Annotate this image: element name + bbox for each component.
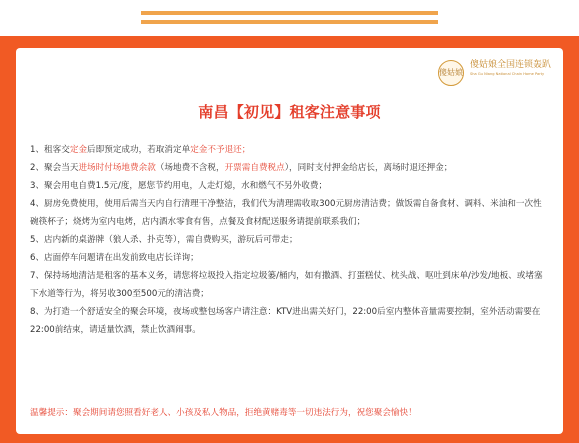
notice-item-8: 8、为打造一个舒适安全的聚会环境，夜场或整包场客户请注意：KTV进出需关好门，22:00后室内整体音量需要控制，室外活动需要在22:00前结束，请适量饮酒，禁止饮酒闹事。 xyxy=(30,307,541,335)
notice-item-2-mid: （场地费不含税， xyxy=(155,163,225,173)
brand-logo xyxy=(438,60,551,86)
notice-item-1 xyxy=(30,141,548,159)
notice-item-2-highlight-1: 进场时付场地费余款 xyxy=(78,163,156,173)
warm-tips: 温馨提示：聚会期间请您照看好老人、小孩及私人物品，拒绝黄赌毒等一切违法行为，祝您聚会愉快！ xyxy=(30,408,417,418)
notice-card xyxy=(16,48,563,434)
notice-title: 南昌【初见】租客注意事项 xyxy=(198,103,381,121)
notice-item-3: 3、聚会用电自费1.5元/度，愿您节约用电，人走灯熄，水和燃气不另外收费； xyxy=(30,181,328,191)
notice-item-4: 4、厨房免费使用，使用后需当天内自行清理干净整洁，我们代为清理需收取300元厨房清洁费；做饭需自备食材、调料、米油和一次性碗筷杯子；烧烤为室内电烤，店内酒水零食有售，点餐及食材配送服务请提前联系我们； xyxy=(30,199,542,227)
logo-mark xyxy=(438,60,464,86)
notice-item-5: 5、店内新的桌游牌（狼人杀、扑克等），需自费购买，游玩后可带走； xyxy=(30,235,298,245)
logo-texts xyxy=(470,60,551,76)
notice-item-1-highlight-2: 定金不予退还； xyxy=(190,145,251,155)
logo-subtitle: Sha Gu Niang National Chain Home Party xyxy=(469,72,545,76)
notice-frame xyxy=(0,36,579,443)
notice-item-2 xyxy=(30,159,548,177)
notice-item-1-pre: 1、租客交 xyxy=(30,145,70,155)
logo-title: 傻姑娘全国连锁轰趴 xyxy=(469,60,551,70)
notice-item-7: 7、保持场地清洁是租客的基本义务，请您将垃圾投入指定垃圾篓/桶内，如有撒酒、打蛋糕仗、枕头战、呕吐到床单/沙发/地板、或堵塞下水道等行为，将另收300至500元的清洁费； xyxy=(30,271,543,299)
notice-item-1-mid: 后即预定成功，若取消定单 xyxy=(87,145,191,155)
notice-item-2-pre: 2、聚会当天 xyxy=(30,163,79,173)
notice-item-2-highlight-2: 开票需自费税点 xyxy=(224,163,285,173)
notice-item-6: 6、店面停车问题请在出发前致电店长详询； xyxy=(30,253,199,263)
notice-content xyxy=(30,141,548,339)
notice-item-2-post: ），同时支付押金给店长，离场时退还押金； xyxy=(284,163,453,173)
top-bar xyxy=(141,11,438,15)
top-bar xyxy=(141,20,438,24)
logo-mark-text: 傻姑娘 xyxy=(438,68,463,77)
top-decorative-bars xyxy=(0,0,579,40)
notice-item-1-highlight-1: 定金 xyxy=(69,145,88,155)
